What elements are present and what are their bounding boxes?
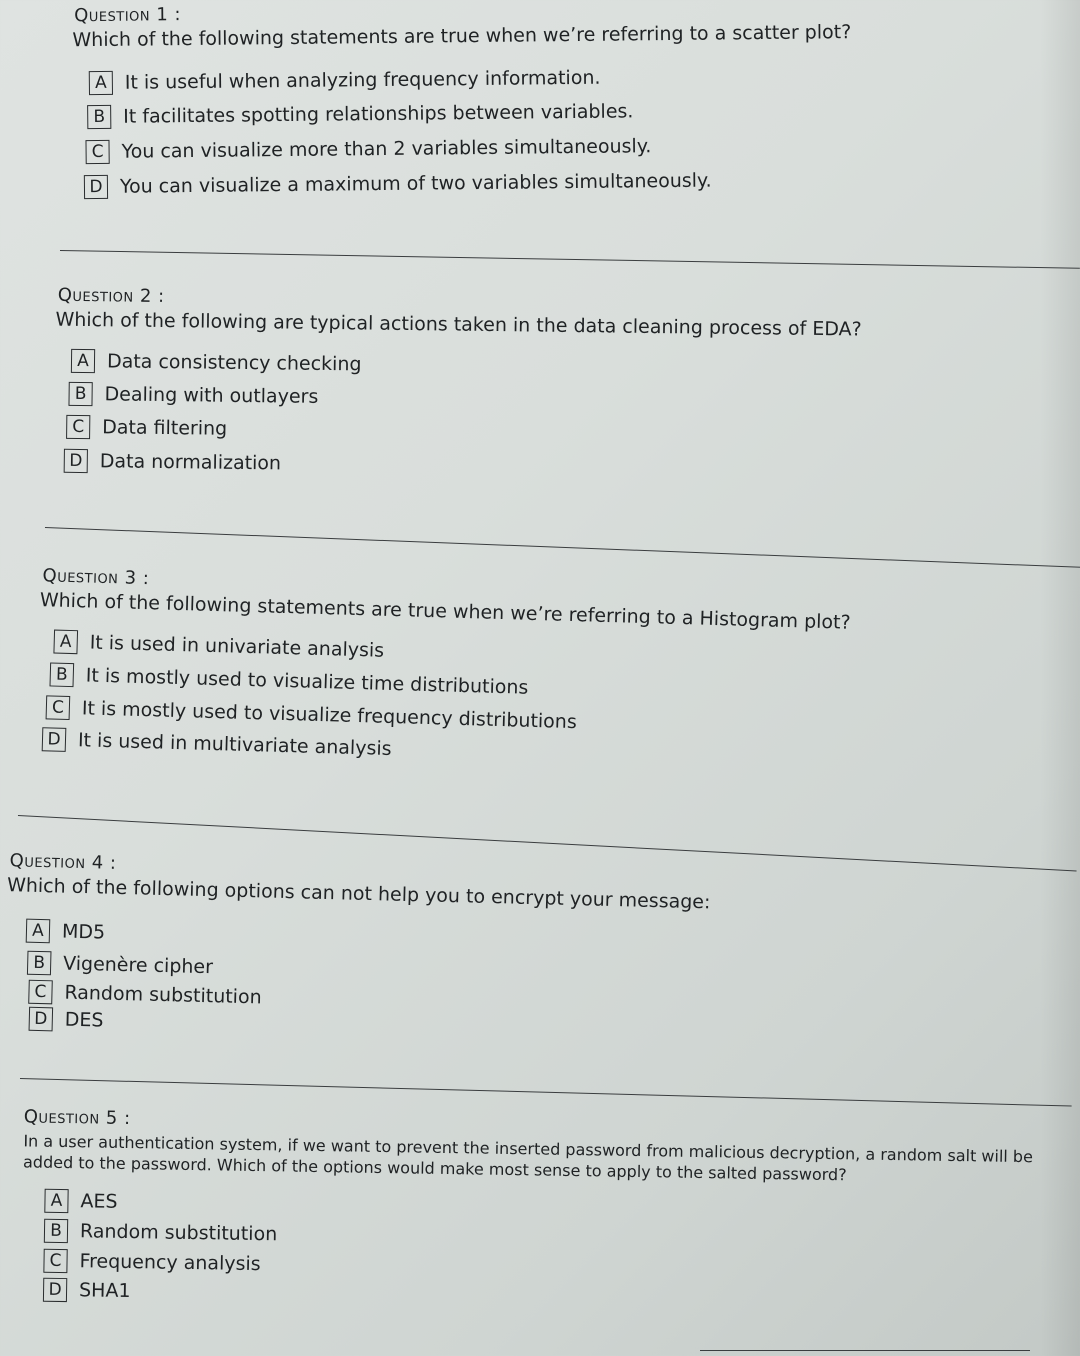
option-letter-box: B: [44, 1219, 68, 1243]
option-b[interactable]: [27, 951, 213, 980]
question-heading: Question 4 :: [9, 850, 117, 874]
option-text: MD5: [61, 920, 106, 944]
divider: [700, 1350, 1030, 1351]
option-b[interactable]: [68, 382, 318, 409]
option-text: It is used in multivariate analysis: [77, 729, 392, 761]
question-heading: Question 5 :: [23, 1106, 131, 1130]
option-d[interactable]: [29, 1007, 104, 1033]
option-d[interactable]: [43, 1278, 131, 1303]
option-text: Data normalization: [99, 450, 282, 475]
option-text: It is useful when analyzing frequency information.: [124, 66, 601, 94]
option-c[interactable]: [46, 695, 578, 734]
option-c[interactable]: [66, 415, 227, 441]
option-text: Dealing with outlayers: [104, 383, 319, 408]
option-text: You can visualize more than 2 variables simultaneously.: [121, 135, 652, 163]
option-text: It is mostly used to visualize frequency distributions: [81, 697, 578, 734]
option-letter-box: A: [26, 919, 51, 944]
option-letter-box: B: [27, 951, 52, 976]
option-text: You can visualize a maximum of two variables simultaneously.: [119, 169, 712, 198]
option-text: It is mostly used to visualize time distributions: [85, 664, 529, 699]
option-d[interactable]: [42, 727, 392, 761]
option-text: Data consistency checking: [106, 350, 362, 376]
option-b[interactable]: [87, 99, 633, 129]
option-text: Vigenère cipher: [62, 952, 214, 979]
question-heading: Question 2 :: [57, 284, 165, 308]
option-letter-box: B: [68, 382, 92, 406]
option-letter-box: D: [84, 175, 108, 199]
option-letter-box: C: [66, 415, 90, 439]
option-letter-box: C: [28, 980, 53, 1005]
option-text: It is used in univariate analysis: [89, 631, 385, 662]
option-c[interactable]: [43, 1249, 260, 1276]
option-d[interactable]: [84, 169, 712, 200]
option-text: Random substitution: [79, 1220, 278, 1246]
divider: [60, 250, 1080, 269]
option-a[interactable]: [89, 66, 601, 95]
question-text: Which of the following statements are true when we’re referring to a scatter plot?: [72, 21, 852, 52]
option-a[interactable]: [53, 630, 384, 663]
option-text: Data filtering: [102, 416, 228, 440]
option-letter-box: C: [46, 695, 71, 720]
question-text: Which of the following are typical actions taken in the data cleaning process of EDA?: [55, 308, 862, 341]
option-b[interactable]: [44, 1219, 278, 1247]
option-text: AES: [80, 1190, 118, 1213]
option-text: Random substitution: [64, 981, 262, 1009]
option-text: Frequency analysis: [79, 1250, 261, 1276]
option-letter-box: A: [89, 71, 113, 95]
option-c[interactable]: [28, 980, 262, 1010]
option-a[interactable]: [26, 919, 106, 945]
question-text: In a user authentication system, if we want to prevent the inserted password from malicious decryption, a random salt will be added to the password. Which of the options would make most sense to apply to the salted password?: [22, 1131, 1034, 1185]
question-2: [0, 280, 1080, 475]
divider: [45, 527, 1080, 568]
option-d[interactable]: [64, 449, 282, 476]
question-heading: Question 1 :: [74, 4, 182, 27]
option-letter-box: D: [43, 1278, 67, 1302]
question-heading: Question 3 :: [42, 565, 150, 590]
option-letter-box: A: [44, 1189, 68, 1213]
option-letter-box: A: [71, 349, 95, 373]
divider: [20, 1078, 1072, 1107]
option-letter-box: B: [49, 662, 74, 687]
option-a[interactable]: [71, 349, 362, 377]
question-5: [0, 1104, 1080, 1303]
question-3: [0, 560, 1080, 761]
option-letter-box: D: [64, 449, 88, 473]
option-letter-box: D: [42, 727, 67, 752]
option-letter-box: D: [29, 1007, 54, 1032]
option-text: SHA1: [78, 1279, 131, 1303]
option-letter-box: B: [87, 105, 111, 129]
option-text: DES: [64, 1008, 104, 1032]
option-letter-box: C: [85, 140, 109, 164]
option-c[interactable]: [85, 134, 651, 164]
divider: [18, 815, 1077, 871]
option-a[interactable]: [44, 1189, 117, 1214]
question-text: Which of the following options can not help you to encrypt your message:: [6, 874, 711, 914]
option-b[interactable]: [49, 662, 528, 699]
option-text: It facilitates spotting relationships between variables.: [123, 100, 634, 128]
option-letter-box: C: [43, 1249, 67, 1273]
question-text: Which of the following statements are true when we’re referring to a Histogram plot?: [39, 589, 851, 634]
option-letter-box: A: [53, 630, 78, 655]
